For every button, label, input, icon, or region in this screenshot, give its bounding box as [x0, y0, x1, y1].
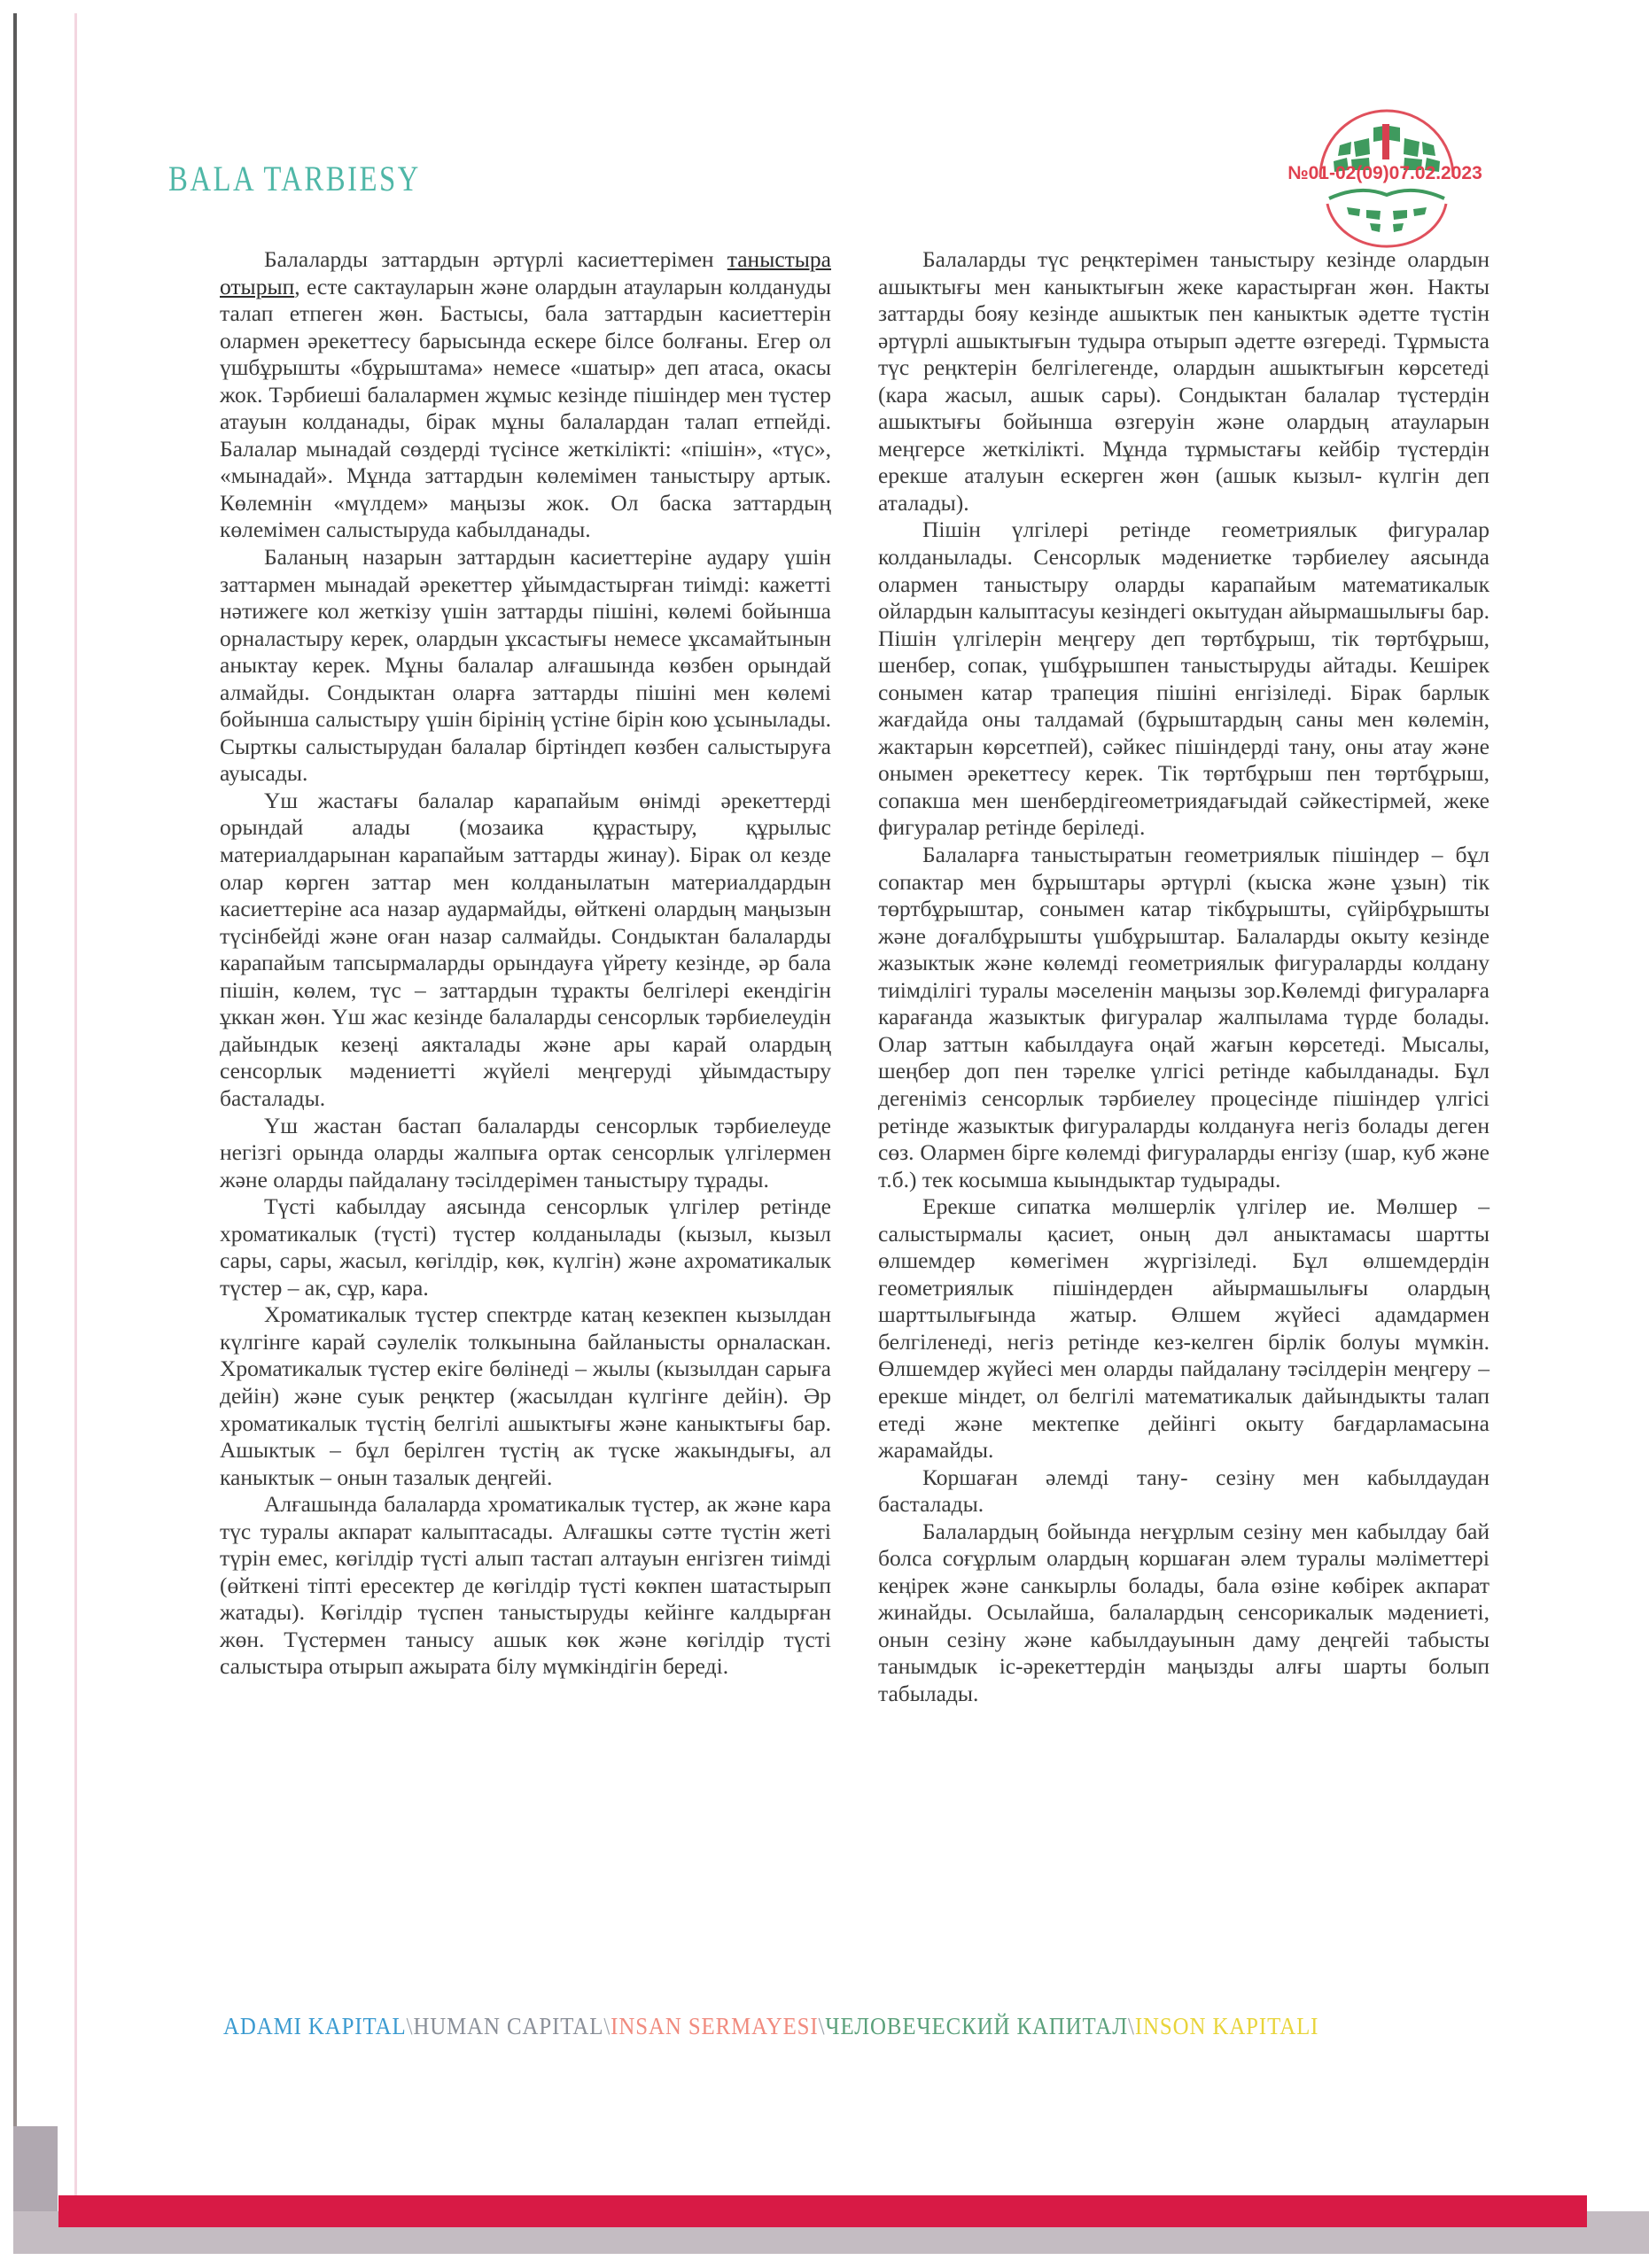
- footer-name-kazakh: ADAMI KAPITAL: [223, 2013, 407, 2039]
- paragraph: Коршаған әлемді тану- сезіну мен кабылдаудан басталады.: [878, 1464, 1490, 1518]
- underlined-phrase: таныстыра отырып: [220, 246, 831, 299]
- paragraph-text: , есте сактауларын және олардын атауларын колдануды талап етпеген жөн. Бастысы, бала заттардын касиеттерін олармен әрекеттесу барысында ескере білсе болғаны. Егер ол үшбұрышты «бұрыштама» немесе «шатыр» деп атаса, окасы жок. Тәрбиеші балалармен жұмыс кезінде пішіндер мен түстер атауын колданады, бірак мұны балалардан талап етпейді. Балалар мынадай сөздерді түсінсе жеткілікті: «пішін», «түс», «мынадай». Мұнда заттардын көлемімен таныстыру артык. Көлемнін «мүлдем» маңызы жок. Ол баска заттардың көлемімен салыстыруда кабылданады.: [220, 273, 831, 543]
- footer-separator: \: [1127, 2013, 1135, 2039]
- section-title: BALA TARBIESY: [168, 159, 421, 198]
- paragraph: Балаларға таныстыратын геометриялык пішіндер – бұл сопактар мен бұрыштары әртүрлі (кыска және ұзын) тік төртбұрыштар, сонымен катар тікбұрышты, сүйірбұрышты және доғалбұрышты үшбұрыштар. Балаларды окыту кезінде жазыктык және көлемді геометриялык фигураларды колдану тиімділігі туралы мәселенін маңызы зор.Көлемді фигураларға карағанда жазыктык фигуралар жалпылама түрде болады. Олар заттын кабылдауға оңай жағын көрсетеді. Мысалы, шеңбер доп пен тәрелке үлгісі ретінде кабылданады. Бұл дегеніміз сенсорлык тәрбиелеу процесінде пішіндер үлгісі ретінде жазыктык фигураларды колдануға негіз болады деген сөз. Олармен бірге көлемді фигураларды енгізу (шар, куб және т.б.) тек косымша кыындыктар тудырады.: [878, 842, 1490, 1192]
- logo-bottom-arc: [1327, 204, 1446, 246]
- issue-number: №01-02(09)07.02.2023: [1287, 163, 1482, 183]
- paragraph: [220, 246, 831, 544]
- paragraph: Түсті кабылдау аясында сенсорлык үлгілер ретінде хроматикалык (түсті) түстер колданылады (кызыл, кызыл сары, сары, жасыл, көгілдір, көк, күлгін) және ахроматикалык түстер – ак, сұр, кара.: [220, 1193, 831, 1301]
- paragraph: Алғашында балаларда хроматикалык түстер, ак және кара түс туралы акпарат калыптасады. Алғашкы сәтте түстін жеті түрін емес, көгілдір түсті алып тастап алтауын енгізген тиімді (өйткені тіпті ересектер де көгілдір түсті көкпен шатастырып жатады). Көгілдір түспен таныстыруды кейінге калдырған жөн. Түстермен танысу ашык көк және көгілдір түсті салыстыра отырып ажырата білу мүмкіндігін береді.: [220, 1491, 831, 1680]
- page-bottom-red-bar: [58, 2195, 1587, 2227]
- footer-name-turkish: INSAN SERMAYESI: [611, 2013, 819, 2039]
- footer-journal-name: [223, 2013, 1318, 2040]
- paragraph: Пішін үлгілері ретінде геометриялык фигуралар колданылады. Сенсорлык мәдениетке тәрбиелеу аясында олармен таныстыру оларды карапайым математикалык ойлардын калыптасуы кезіндегі окытудан айырмашылығы бар. Пішін үлгілерін меңгеру деп төртбұрыш, тік төртбұрыш, шенбер, сопак, үшбұрышпен таныстыруды айтады. Кешірек сонымен катар трапеция пішіні енгізіледі. Бірак барлык жағдайда оны талдамай (бұрыштардың саны мен көлемін, жактарын көрсетпей), сәйкес пішіндерді тану, оны атау және онымен әрекеттесу керек. Тік төртбұрыш пен төртбұрыш, сопакша мен шенбердігеометриядағыдай сәйкестірмей, жеке фигуралар ретінде беріледі.: [878, 517, 1490, 841]
- footer-separator: \: [603, 2013, 611, 2039]
- paragraph: Балаларды түс реңктерімен таныстыру кезінде олардын ашыктығы мен каныктығын жеке карастырған жөн. Накты заттарды бояу кезінде ашыктык пен каныктык әдетте түстін әртүрлі ашыктығын тудыра отырып әдетте өзгереді. Тұрмыста түс реңктерін белгілегенде, олардын ашыктығын көрсетеді (кара жасыл, ашык сары). Сондыктан балалар түстердін ашыктығы бойынша өзгеруін және олардың атауларын меңгерсе жеткілікті. Мұнда тұрмыстағы кейбір түстердін ерекше аталуын ескерген жөн (ашык кызыл- күлгін деп аталады).: [878, 246, 1490, 516]
- page-margin-line: [74, 13, 77, 2210]
- article-column-right: [878, 246, 1490, 1708]
- paragraph: Балалардың бойында неғұрлым сезіну мен кабылдау бай болса соғұрлым олардың коршаған әлем туралы мәліметтері кеңірек және санкырлы болады, бала өзіне көбірек акпарат жинайды. Осылайша, балалардың сенсорикалык мәдениеті, онын сезіну және кабылдауынын даму деңгейі табысты танымдык іс-әрекеттердін маңызды алғы шарты болып табылады.: [878, 1518, 1490, 1706]
- footer-separator: \: [406, 2013, 414, 2039]
- paragraph: Хроматикалык түстер спектрде катаң кезекпен кызылдан күлгінге карай сәулелік толкынына байланысты орналаскан. Хроматикалык түстер екіге бөлінеді – жылы (кызылдан сарыға дейін) және суык реңктер (жасылдан күлгінге дейін). Әр хроматикалык түстің белгілі ашыктығы және каныктығы бар. Ашыктык – бұл берілген түстің ак түске жакындығы, ал каныктык – онын тазалык деңгейі.: [220, 1301, 831, 1490]
- footer-separator: \: [818, 2013, 826, 2039]
- footer-name-english: HUMAN CAPITAL: [413, 2013, 604, 2039]
- globe-segments-bottom: [1347, 207, 1427, 232]
- paragraph: Баланың назарын заттардын касиеттеріне аудару үшін заттармен мынадай әрекеттер ұйымдастырған тиімді: кажетті нәтижеге кол жеткізу үшін заттарды пішіні, көлемі бойынша орналастыру керек, олардын ұксастығы немесе ұксамайтынын аныктау керек. Мұны балалар алғашында көзбен орындай алмайды. Сондыктан оларға заттарды пішіні мен көлемі бойынша салыстыру үшін бірінің үстіне бірін кою ұсынылады. Сырткы салыстырудан балалар біртіндеп көзбен салыстыруға ауысады.: [220, 544, 831, 787]
- footer-name-russian: ЧЕЛОВЕЧЕСКИЙ КАПИТАЛ: [825, 2013, 1128, 2039]
- logo-open-book: [1329, 190, 1444, 198]
- logo-center-mark: [1382, 124, 1389, 159]
- paragraph: Үш жастағы балалар карапайым өнімді әрекеттерді орындай алады (мозаика құрастыру, құрылыс материалдарынан карапайым заттарды жинау). Бірак ол кезде олар көрген заттар мен колданылатын материалдардын касиеттеріне аса назар аудармайды, өйткені олардың маңызын түсінбейді және оған назар салмайды. Сондыктан балаларды карапайым тапсырмаларды орындауға үйрету кезінде, әр бала пішін, көлем, түс – заттардын тұракты белгілері екендігін ұккан жөн. Үш жас кезінде балаларды сенсорлык тәрбиелеудін дайындык кезеңі аякталады және ары карай олардың сенсорлык мәдениетті жүйелі меңгеруді ұйымдастыру басталады.: [220, 787, 831, 1111]
- page-binding-edge: [13, 13, 17, 2210]
- footer-name-uzbek: INSON KAPITALI: [1134, 2013, 1319, 2039]
- paragraph: Ерекше сипатка мөлшерлік үлгілер ие. Мөлшер – салыстырмалы қасиет, оның дәл аныктамасы шартты өлшемдер көмегімен жүргізіледі. Бұл өлшемдердін геометриялык пішіндерден айырмашылығы олардың шарттылығында жатыр. Өлшем жүйесі адамдармен белгіленеді, негіз ретінде кез-келген бірлік болуы мүмкін. Өлшемдер жүйесі мен оларды пайдалану тәсілдерін меңгеру – ерекше міндет, ол белгілі математикалык дайындыкты талап етеді және мектепке дейінгі окыту бағдарламасына жарамайды.: [878, 1193, 1490, 1464]
- article-column-left: [220, 246, 831, 1681]
- paragraph: Үш жастан бастап балаларды сенсорлык тәрбиелеуде негізгі орында оларды жалпыға ортак сенсорлык үлгілермен және оларды пайдалану тәсілдерімен таныстыру тұрады.: [220, 1112, 831, 1192]
- paragraph-text: Балаларды заттардын әртүрлі касиеттерімен: [264, 246, 727, 272]
